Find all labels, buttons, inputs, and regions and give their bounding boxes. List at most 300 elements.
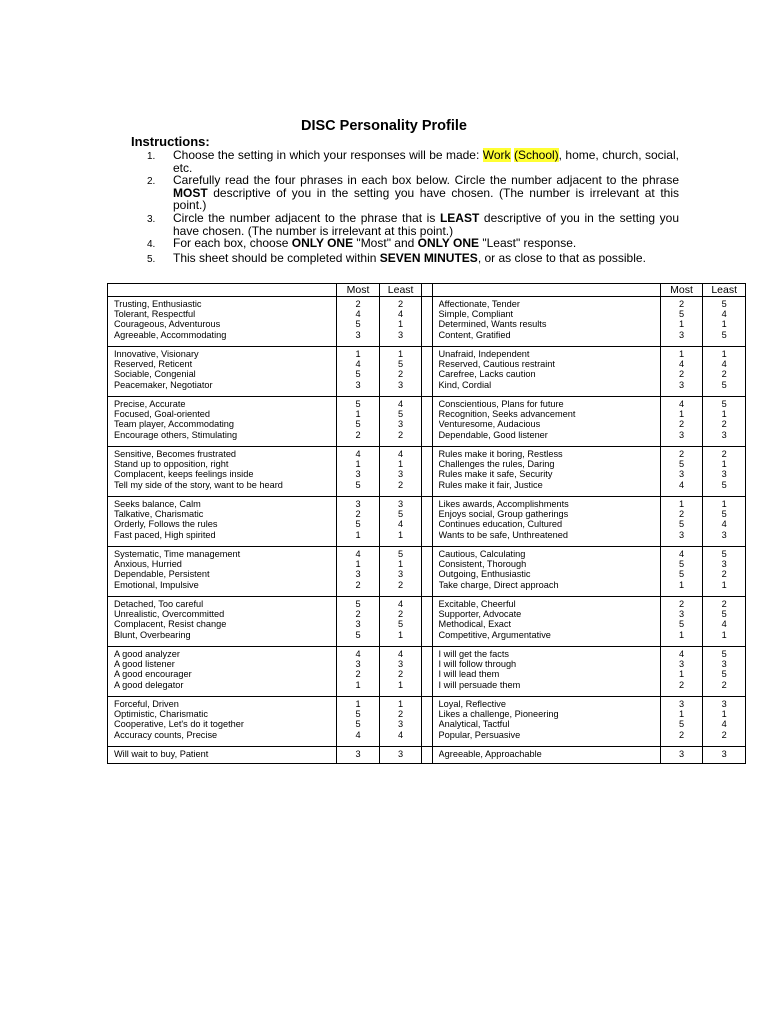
score-number[interactable]: 4 [398, 519, 404, 530]
phrase-cell-right [432, 397, 660, 447]
phrase: Precise, Accurate [114, 399, 186, 409]
least-cell-right [703, 447, 746, 497]
score-number[interactable]: 3 [721, 529, 727, 540]
phrase-cell-left [108, 497, 337, 547]
score-number[interactable]: 5 [355, 369, 361, 380]
most-cell-left [337, 647, 380, 697]
phrase: Fast paced, High spirited [114, 529, 216, 540]
score-number[interactable]: 5 [679, 619, 685, 630]
phrase: Orderly, Follows the rules [114, 519, 218, 530]
score-number[interactable]: 2 [679, 509, 685, 520]
phrase: Content, Gratified [438, 329, 511, 340]
phrase: A good encourager [114, 669, 192, 680]
score-number[interactable]: 5 [355, 319, 361, 330]
score-number[interactable]: 1 [721, 459, 727, 470]
score-number[interactable]: 1 [721, 319, 727, 330]
score-number[interactable]: 3 [398, 329, 404, 340]
phrase: Carefree, Lacks caution [438, 369, 536, 380]
score-number[interactable]: 1 [679, 499, 685, 509]
score-number[interactable]: 2 [398, 669, 404, 680]
table-row [108, 447, 746, 497]
phrase: Anxious, Hurried [114, 559, 182, 570]
most-cell-right [660, 347, 703, 397]
phrase: Optimistic, Charismatic [114, 709, 208, 720]
score-number[interactable]: 4 [679, 649, 685, 659]
score-number[interactable]: 1 [398, 559, 404, 570]
phrase-cell-left [108, 297, 337, 347]
score-number[interactable]: 5 [721, 399, 727, 409]
score-number[interactable]: 1 [679, 709, 685, 720]
score-number[interactable]: 3 [355, 749, 361, 759]
score-number[interactable]: 1 [721, 409, 727, 420]
most-cell-right [660, 597, 703, 647]
least-cell-right [703, 497, 746, 547]
least-cell-left [379, 597, 422, 647]
phrase: Continues education, Cultured [438, 519, 563, 530]
least-cell-right [703, 747, 746, 764]
score-number[interactable]: 1 [721, 709, 727, 720]
instruction-number: 4. [147, 239, 156, 251]
phrase: A good analyzer [114, 649, 180, 659]
phrase: Rules make it boring, Restless [438, 449, 563, 459]
table-row [108, 547, 746, 597]
score-number[interactable]: 1 [679, 669, 685, 680]
score-number[interactable]: 2 [721, 729, 727, 740]
most-cell-left [337, 347, 380, 397]
most-cell-right [660, 547, 703, 597]
most-cell-right [660, 697, 703, 747]
score-number[interactable]: 1 [721, 349, 727, 359]
instruction-item: 5. This sheet should be completed within SEVEN MINUTES, or as close to that as possible. [147, 250, 646, 265]
score-number[interactable]: 1 [398, 319, 404, 330]
table-row [108, 697, 746, 747]
score-number[interactable]: 5 [355, 479, 361, 490]
phrase: Cautious, Calculating [438, 549, 526, 559]
phrase: Emotional, Impulsive [114, 579, 199, 590]
score-number[interactable]: 3 [398, 719, 404, 730]
phrase: Unrealistic, Overcommitted [114, 609, 225, 620]
score-number[interactable]: 5 [355, 629, 361, 640]
score-number[interactable]: 2 [721, 369, 727, 380]
phrase: Seeks balance, Calm [114, 499, 201, 509]
highlight-school: (School) [513, 148, 559, 162]
score-number[interactable]: 1 [398, 529, 404, 540]
phrase-cell-right [432, 297, 660, 347]
instruction-item: 1. Choose the setting in which your responses will be made: Work (School), home, church, social, etc. [147, 148, 679, 175]
phrase: Accuracy counts, Precise [114, 729, 218, 740]
score-number[interactable]: 5 [398, 549, 404, 559]
score-number[interactable]: 4 [721, 359, 727, 370]
score-number[interactable]: 4 [355, 359, 361, 370]
score-number[interactable]: 2 [355, 299, 361, 309]
phrase: Sensitive, Becomes frustrated [114, 449, 237, 459]
least-cell-left [379, 547, 422, 597]
least-cell-right [703, 697, 746, 747]
score-number[interactable]: 3 [679, 659, 685, 670]
score-number[interactable]: 4 [355, 449, 361, 459]
score-number[interactable]: 1 [355, 349, 361, 359]
score-number[interactable]: 5 [355, 719, 361, 730]
score-number[interactable]: 4 [398, 449, 404, 459]
score-number[interactable]: 1 [355, 679, 361, 690]
score-number[interactable]: 5 [721, 649, 727, 659]
most-cell-left [337, 297, 380, 347]
score-number[interactable]: 1 [721, 499, 727, 509]
page-title: DISC Personality Profile [301, 118, 467, 134]
least-cell-left [379, 347, 422, 397]
most-cell-right [660, 497, 703, 547]
score-number[interactable]: 2 [355, 609, 361, 620]
phrase: I will get the facts [438, 649, 510, 659]
score-number[interactable]: 5 [721, 299, 727, 309]
score-number[interactable]: 5 [721, 329, 727, 340]
score-number[interactable]: 2 [398, 609, 404, 620]
instructions-list [147, 149, 679, 266]
score-number[interactable]: 1 [398, 629, 404, 640]
phrase: Sociable, Congenial [114, 369, 196, 380]
score-number[interactable]: 4 [398, 309, 404, 320]
phrase: Team player, Accommodating [114, 419, 235, 430]
table-header-row [108, 284, 746, 297]
column-header-most-left: Most [337, 284, 380, 297]
score-number[interactable]: 4 [721, 309, 727, 320]
score-number[interactable]: 2 [721, 679, 727, 690]
score-number[interactable]: 3 [398, 569, 404, 580]
score-number[interactable]: 3 [679, 699, 685, 709]
most-cell-left [337, 697, 380, 747]
phrase: Tolerant, Respectful [114, 309, 196, 320]
score-number[interactable]: 3 [398, 469, 404, 480]
phrase: Recognition, Seeks advancement [438, 409, 576, 420]
score-number[interactable]: 2 [679, 419, 685, 430]
score-number[interactable]: 3 [355, 329, 361, 340]
phrase: I will persuade them [438, 679, 521, 690]
phrase: Talkative, Charismatic [114, 509, 204, 520]
score-number[interactable]: 3 [355, 619, 361, 630]
phrase: Innovative, Visionary [114, 349, 199, 359]
least-cell-left [379, 697, 422, 747]
score-number[interactable]: 5 [355, 599, 361, 609]
score-number[interactable]: 5 [721, 379, 727, 390]
instruction-number: 5. [147, 253, 156, 265]
score-number[interactable]: 2 [721, 599, 727, 609]
score-number[interactable]: 1 [721, 629, 727, 640]
column-header-most-right: Most [660, 284, 703, 297]
score-number[interactable]: 1 [679, 349, 685, 359]
table-row [108, 297, 746, 347]
table-row [108, 747, 746, 764]
phrase: Determined, Wants results [438, 319, 547, 330]
score-number[interactable]: 3 [355, 569, 361, 580]
score-number[interactable]: 2 [679, 599, 685, 609]
score-number[interactable]: 1 [721, 579, 727, 590]
score-number[interactable]: 3 [355, 469, 361, 480]
score-number[interactable]: 5 [721, 549, 727, 559]
phrase: Venturesome, Audacious [438, 419, 541, 430]
instruction-number: 1. [147, 151, 156, 162]
phrase: Popular, Persuasive [438, 729, 521, 740]
phrase-cell-right [432, 447, 660, 497]
score-number[interactable]: 3 [398, 749, 404, 759]
score-number[interactable]: 1 [355, 409, 361, 420]
score-number[interactable]: 3 [355, 499, 361, 509]
score-number[interactable]: 4 [721, 519, 727, 530]
phrase: Rules make it safe, Security [438, 469, 553, 480]
score-number[interactable]: 1 [679, 319, 685, 330]
phrase: Focused, Goal-oriented [114, 409, 211, 420]
score-number[interactable]: 3 [679, 609, 685, 620]
least-cell-left [379, 647, 422, 697]
score-number[interactable]: 2 [721, 419, 727, 430]
phrase: Complacent, keeps feelings inside [114, 469, 254, 480]
score-number[interactable]: 3 [679, 749, 685, 759]
score-number[interactable]: 3 [721, 429, 727, 440]
phrase: Enjoys social, Group gatherings [438, 509, 569, 520]
score-number[interactable]: 4 [679, 359, 685, 370]
disc-profile-table [107, 283, 746, 764]
score-number[interactable]: 5 [355, 709, 361, 720]
score-number[interactable]: 2 [679, 299, 685, 309]
score-number[interactable]: 3 [398, 659, 404, 670]
score-number[interactable]: 3 [721, 749, 727, 759]
phrase: Systematic, Time management [114, 549, 241, 559]
score-number[interactable]: 2 [721, 569, 727, 580]
phrase: Tell my side of the story, want to be heard [114, 479, 283, 490]
phrase: Loyal, Reflective [438, 699, 506, 709]
score-number[interactable]: 1 [355, 559, 361, 570]
gap-cell [422, 697, 432, 747]
phrase: Take charge, Direct approach [438, 579, 559, 590]
phrase: Competitive, Argumentative [438, 629, 551, 640]
phrase-cell-right [432, 597, 660, 647]
most-cell-left [337, 397, 380, 447]
score-number[interactable]: 5 [679, 459, 685, 470]
score-number[interactable]: 1 [679, 629, 685, 640]
phrase-cell-right [432, 347, 660, 397]
gap-cell [422, 497, 432, 547]
most-cell-right [660, 397, 703, 447]
phrase: Supporter, Advocate [438, 609, 522, 620]
phrase-cell-left [108, 547, 337, 597]
phrase-cell-right [432, 697, 660, 747]
score-number[interactable]: 2 [721, 449, 727, 459]
least-cell-right [703, 547, 746, 597]
phrase: Cooperative, Let's do it together [114, 719, 244, 730]
instruction-text: Choose the setting in which your responses will be made: [173, 148, 483, 162]
score-number[interactable]: 3 [398, 419, 404, 430]
score-number[interactable]: 1 [398, 349, 404, 359]
score-number[interactable]: 5 [355, 519, 361, 530]
score-number[interactable]: 3 [721, 659, 727, 670]
score-number[interactable]: 3 [355, 379, 361, 390]
gap-cell [422, 347, 432, 397]
phrase: Reserved, Reticent [114, 359, 193, 370]
score-number[interactable]: 1 [398, 459, 404, 470]
gap-cell [422, 547, 432, 597]
phrase: Peacemaker, Negotiator [114, 379, 213, 390]
score-number[interactable]: 2 [398, 429, 404, 440]
score-number[interactable]: 5 [679, 569, 685, 580]
table-row [108, 347, 746, 397]
most-cell-left [337, 547, 380, 597]
phrase: Affectionate, Tender [438, 299, 520, 309]
column-header-least-right: Least [703, 284, 746, 297]
gap-cell [422, 747, 432, 764]
score-number[interactable]: 2 [355, 429, 361, 440]
most-cell-left [337, 447, 380, 497]
score-number[interactable]: 4 [355, 309, 361, 320]
score-number[interactable]: 3 [679, 469, 685, 480]
score-number[interactable]: 1 [679, 409, 685, 420]
score-number[interactable]: 2 [398, 479, 404, 490]
score-number[interactable]: 3 [679, 429, 685, 440]
score-number[interactable]: 5 [721, 669, 727, 680]
instruction-item: 4. For each box, choose ONLY ONE "Most" and ONLY ONE "Least" response. [147, 236, 577, 251]
phrase-cell-right [432, 547, 660, 597]
phrase: Likes a challenge, Pioneering [438, 709, 559, 720]
phrase: I will lead them [438, 669, 500, 680]
most-cell-left [337, 497, 380, 547]
score-number[interactable]: 4 [679, 399, 685, 409]
phrase: Blunt, Overbearing [114, 629, 191, 640]
phrase: Likes awards, Accomplishments [438, 499, 569, 509]
score-number[interactable]: 2 [679, 679, 685, 690]
score-number[interactable]: 3 [679, 529, 685, 540]
score-number[interactable]: 4 [355, 549, 361, 559]
most-cell-right [660, 747, 703, 764]
score-number[interactable]: 2 [355, 669, 361, 680]
instructions-heading: Instructions: [131, 134, 210, 149]
score-number[interactable]: 5 [721, 509, 727, 520]
phrase: Outgoing, Enthusiastic [438, 569, 531, 580]
phrase: Encourage others, Stimulating [114, 429, 238, 440]
score-number[interactable]: 3 [721, 469, 727, 480]
gap-cell [422, 447, 432, 497]
score-number[interactable]: 3 [721, 559, 727, 570]
score-number[interactable]: 4 [355, 729, 361, 740]
phrase: I will follow through [438, 659, 517, 670]
column-header-least-left: Least [379, 284, 422, 297]
phrase-cell-right [432, 647, 660, 697]
phrase: Excitable, Cheerful [438, 599, 516, 609]
score-number[interactable]: 2 [398, 709, 404, 720]
score-number[interactable]: 4 [398, 599, 404, 609]
highlight-work: Work [482, 148, 511, 162]
score-number[interactable]: 2 [355, 509, 361, 520]
score-number[interactable]: 5 [721, 479, 727, 490]
phrase: A good listener [114, 659, 175, 670]
score-number[interactable]: 4 [398, 729, 404, 740]
score-number[interactable]: 1 [679, 579, 685, 590]
least-cell-right [703, 397, 746, 447]
least-cell-left [379, 447, 422, 497]
phrase: Simple, Compliant [438, 309, 514, 320]
score-number[interactable]: 1 [355, 699, 361, 709]
least-cell-right [703, 647, 746, 697]
score-number[interactable]: 5 [398, 619, 404, 630]
least-cell-right [703, 597, 746, 647]
score-number[interactable]: 5 [398, 359, 404, 370]
score-number[interactable]: 3 [355, 659, 361, 670]
least-cell-right [703, 297, 746, 347]
score-number[interactable]: 5 [721, 609, 727, 620]
phrase-cell-left [108, 597, 337, 647]
score-number[interactable]: 4 [679, 549, 685, 559]
score-number[interactable]: 4 [679, 479, 685, 490]
phrase: Challenges the rules, Daring [438, 459, 555, 470]
score-number[interactable]: 3 [679, 329, 685, 340]
phrase: Detached, Too careful [114, 599, 204, 609]
score-number[interactable]: 5 [679, 309, 685, 320]
phrase: Forceful, Driven [114, 699, 179, 709]
least-cell-left [379, 397, 422, 447]
score-number[interactable]: 1 [398, 699, 404, 709]
score-number[interactable]: 4 [721, 619, 727, 630]
score-number[interactable]: 2 [398, 369, 404, 380]
phrase: Rules make it fair, Justice [438, 479, 543, 490]
score-number[interactable]: 4 [721, 719, 727, 730]
score-number[interactable]: 5 [355, 419, 361, 430]
phrase: Conscientious, Plans for future [438, 399, 564, 409]
phrase: Dependable, Good listener [438, 429, 548, 440]
phrase: A good delegator [114, 679, 184, 690]
phrase: Dependable, Persistent [114, 569, 210, 580]
score-number[interactable]: 5 [355, 399, 361, 409]
score-number[interactable]: 5 [679, 719, 685, 730]
score-number[interactable]: 2 [355, 579, 361, 590]
score-number[interactable]: 5 [398, 509, 404, 520]
phrase-cell-left [108, 697, 337, 747]
score-number[interactable]: 2 [679, 369, 685, 380]
phrase: Complacent, Resist change [114, 619, 227, 630]
most-cell-left [337, 747, 380, 764]
score-number[interactable]: 5 [679, 519, 685, 530]
score-number[interactable]: 1 [398, 679, 404, 690]
score-number[interactable]: 4 [355, 649, 361, 659]
score-number[interactable]: 3 [721, 699, 727, 709]
phrase: Unafraid, Independent [438, 349, 530, 359]
score-number[interactable]: 2 [679, 729, 685, 740]
score-number[interactable]: 2 [398, 579, 404, 590]
phrase-cell-left [108, 647, 337, 697]
score-number[interactable]: 1 [355, 459, 361, 470]
phrase-cell-right [432, 747, 660, 764]
least-cell-right [703, 347, 746, 397]
score-number[interactable]: 5 [679, 559, 685, 570]
phrase: Will wait to buy, Patient [114, 749, 209, 759]
score-number[interactable]: 3 [398, 499, 404, 509]
least-cell-left [379, 497, 422, 547]
score-number[interactable]: 5 [398, 409, 404, 420]
score-number[interactable]: 1 [355, 529, 361, 540]
score-number[interactable]: 4 [398, 649, 404, 659]
instruction-item: 2. Carefully read the four phrases in each box below. Circle the number adjacent to the phrase MOST descriptive of you in the setting you have chosen. (The number is irrelevant at this point.) [147, 173, 679, 213]
score-number[interactable]: 2 [398, 299, 404, 309]
table-row [108, 397, 746, 447]
gap-cell [422, 297, 432, 347]
phrase: Agreeable, Accommodating [114, 329, 227, 340]
least-cell-left [379, 747, 422, 764]
score-number[interactable]: 2 [679, 449, 685, 459]
least-cell-left [379, 297, 422, 347]
phrase: Kind, Cordial [438, 379, 492, 390]
phrase-cell-left [108, 347, 337, 397]
score-number[interactable]: 4 [398, 399, 404, 409]
instruction-number: 2. [147, 176, 156, 188]
score-number[interactable]: 3 [679, 379, 685, 390]
phrase: Methodical, Exact [438, 619, 512, 630]
score-number[interactable]: 3 [398, 379, 404, 390]
